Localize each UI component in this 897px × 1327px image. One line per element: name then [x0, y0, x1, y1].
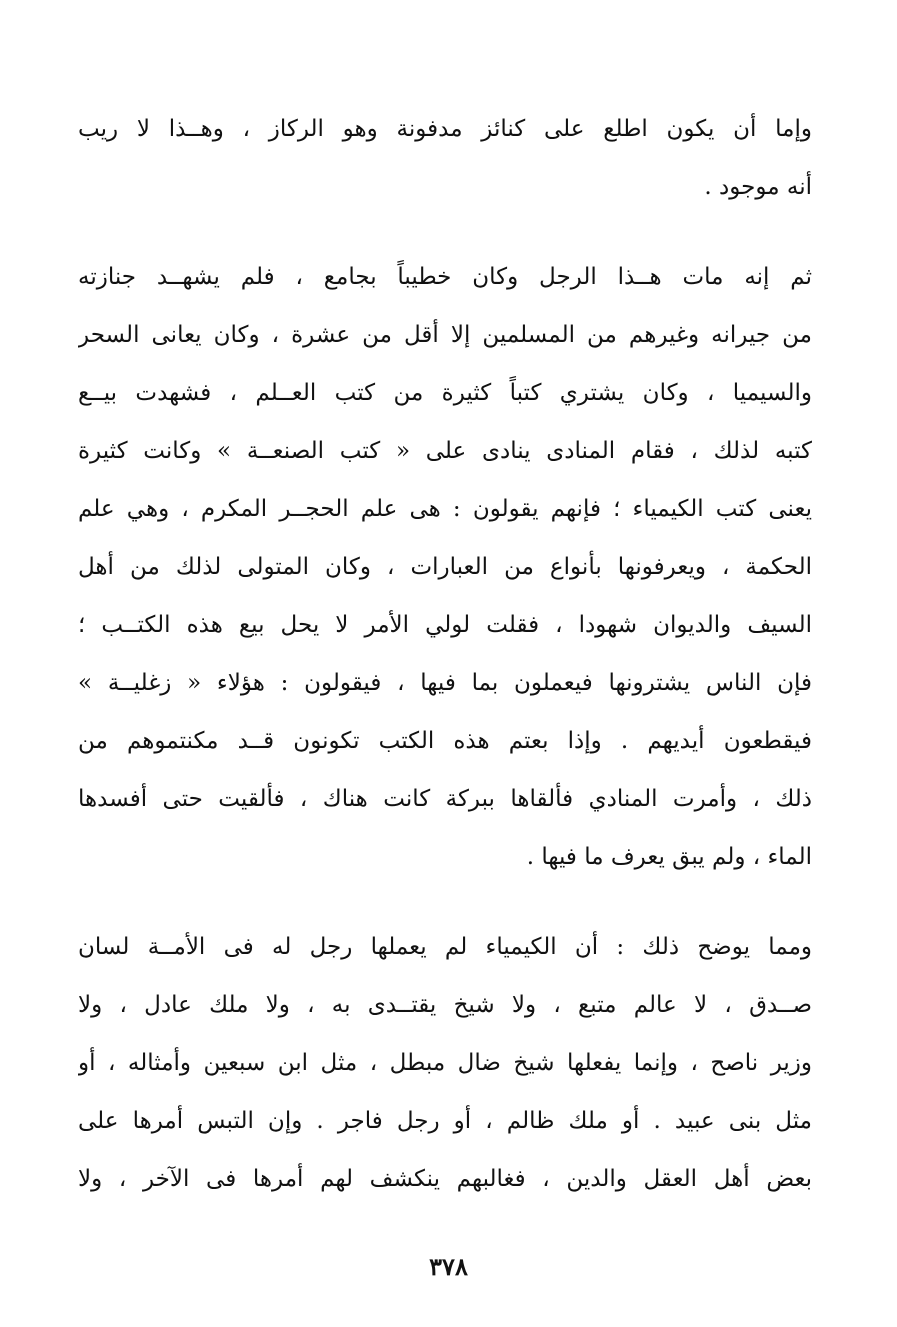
text-line: صــدق ، لا عالم متبع ، ولا شيخ يقتــدى به ، ولا ملك عادل ، ولا [78, 992, 812, 1018]
text-line: فإن الناس يشترونها فيعملون بما فيها ، فيقولون : هؤلاء « زغليــة » [78, 670, 812, 696]
text-line: ومما يوضح ذلك : أن الكيمياء لم يعملها رجل له فى الأمــة لسان [78, 934, 812, 960]
text-line: ذلك ، وأمرت المنادي فألقاها ببركة كانت هناك ، فألقيت حتى أفسدها [78, 786, 812, 812]
text-line: كتبه لذلك ، فقام المنادى ينادى على « كتب الصنعــة » وكانت كثيرة [78, 438, 812, 464]
text-line: والسيميا ، وكان يشتري كتباً كثيرة من كتب العــلم ، فشهدت بيــع [78, 380, 812, 406]
paragraph-1 [78, 100, 812, 216]
text-line: وإما أن يكون اطلع على كنائز مدفونة وهو الركاز ، وهــذا لا ريب [78, 116, 812, 142]
text-line: السيف والديوان شهودا ، فقلت لولي الأمر لا يحل بيع هذه الكتــب ؛ [78, 612, 812, 638]
text-line: ثم إنه مات هــذا الرجل وكان خطيباً بجامع ، فلم يشهــد جنازته [78, 264, 812, 290]
page-number: ٣٧٨ [429, 1252, 468, 1281]
paragraph-3 [78, 918, 812, 1208]
text-line: مثل بنى عبيد . أو ملك ظالم ، أو رجل فاجر . وإن التبس أمرها على [78, 1108, 812, 1134]
text-line: وزير ناصح ، وإنما يفعلها شيخ ضال مبطل ، مثل ابن سبعين وأمثاله ، أو [78, 1050, 812, 1076]
text-line: أنه موجود . [704, 174, 812, 200]
body-text [78, 100, 812, 1208]
text-line: بعض أهل العقل والدين ، فغالبهم ينكشف لهم أمرها فى الآخر ، ولا [78, 1166, 812, 1192]
text-line: يعنى كتب الكيمياء ؛ فإنهم يقولون : هى علم الحجــر المكرم ، وهي علم [78, 496, 812, 522]
paragraph-2 [78, 248, 812, 886]
text-line: الماء ، ولم يبق يعرف ما فيها . [526, 844, 812, 870]
text-line: الحكمة ، ويعرفونها بأنواع من العبارات ، وكان المتولى لذلك من أهل [78, 554, 812, 580]
text-line: فيقطعون أيديهم . وإذا بعتم هذه الكتب تكونون قــد مكنتموهم من [78, 728, 812, 754]
text-line: من جيرانه وغيرهم من المسلمين إلا أقل من عشرة ، وكان يعانى السحر [78, 322, 812, 348]
